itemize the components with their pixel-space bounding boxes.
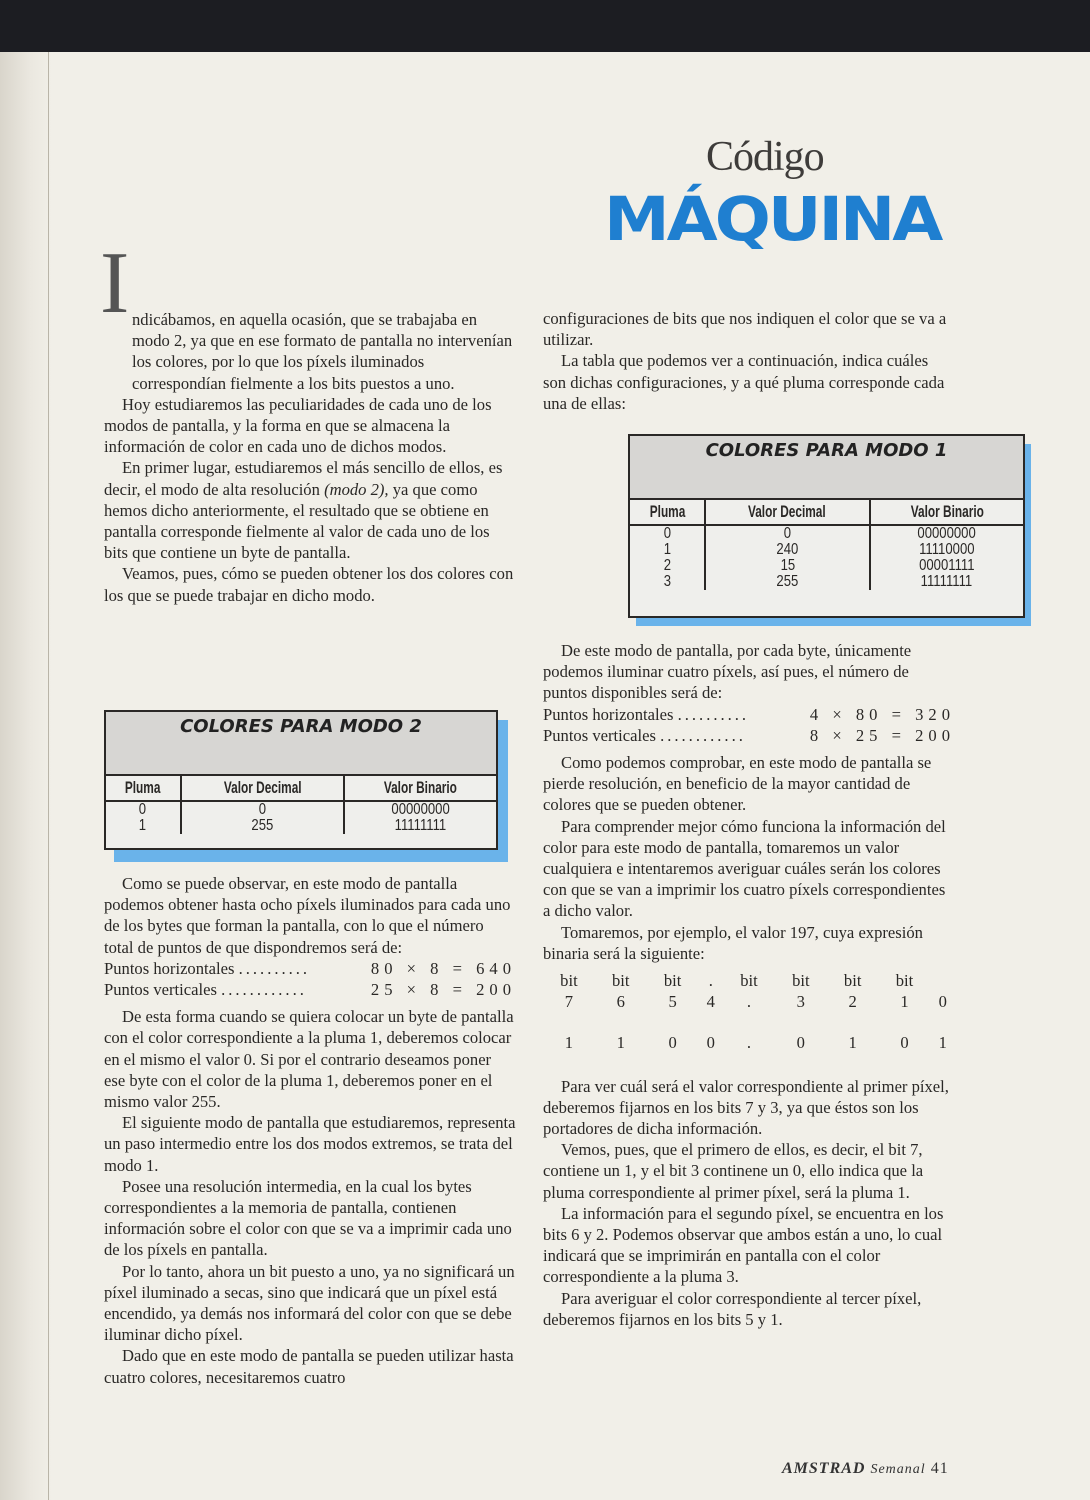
table-header: Valor Binario bbox=[881, 500, 1011, 525]
paragraph: configuraciones de bits que nos indiquen el color que se va a utilizar. bbox=[543, 309, 947, 350]
table-header: Pluma bbox=[112, 776, 176, 801]
section-kicker: Código bbox=[706, 134, 824, 180]
bit-grid-197 bbox=[543, 970, 955, 1054]
bit-label-row: bit bit bit . bit bit bit bit bbox=[560, 971, 914, 991]
magazine-section: Semanal bbox=[870, 1462, 926, 1477]
table-body bbox=[630, 498, 1023, 616]
drop-cap: I bbox=[100, 235, 130, 332]
top-dark-band bbox=[0, 0, 1090, 52]
paragraph: De este modo de pantalla, por cada byte, únicamente podemos iluminar cuatro píxels, así pues, el número de puntos disponibles será de: bbox=[543, 641, 912, 703]
table-row: 2 15 00001111 bbox=[630, 558, 1023, 574]
table-header: Pluma bbox=[636, 500, 700, 525]
paragraph: Veamos, pues, cómo se pueden obtener los dos colores con los que se puede trabajar en dicho modo. bbox=[104, 564, 514, 605]
paragraph: Como podemos comprobar, en este modo de pantalla se pierde resolución, en beneficio de la mayor cantidad de colores que se pueden obtener. bbox=[543, 753, 932, 815]
table-row: 0 0 00000000 bbox=[106, 801, 496, 818]
paragraph: El siguiente modo de pantalla que estudiaremos, representa un paso intermedio entre los dos modos extremos, se trata del modo 1. bbox=[104, 1113, 516, 1175]
points-horizontal: Puntos horizontales .......... 80 × 8 = 640 bbox=[104, 958, 516, 978]
right-column-lower bbox=[543, 640, 955, 1330]
table-header: Valor Decimal bbox=[718, 500, 858, 525]
paragraph: Tomaremos, por ejemplo, el valor 197, cuya expresión binaria será la siguiente: bbox=[543, 922, 923, 963]
table-colores-modo-2 bbox=[104, 710, 498, 850]
table-header: Valor Decimal bbox=[193, 776, 332, 801]
paragraph: De esta forma cuando se quiera colocar un byte de pantalla con el color correspondiente a la pluma 1, deberemos colocar en el mismo el valor 0. Si por el contrario deseamos poner ese byte con el color de la pluma 1, deberemos poner en el mismo valor 255. bbox=[104, 1007, 514, 1112]
table-colores-modo-1 bbox=[628, 434, 1025, 618]
paragraph: Para comprender mejor cómo funciona la información del color para este modo de pantalla, tomaremos un valor cualquiera e intentaremos averiguar cuáles serán los colores con que se van a imprimir los cuatro píxels correspondientes a dicho valor. bbox=[543, 816, 946, 921]
paragraph: Como se puede observar, en este modo de pantalla podemos obtener hasta ocho píxels iluminados para cada uno de los bytes que forman la pantalla, con lo que el número total de puntos de que dispondremos será de: bbox=[104, 874, 511, 957]
table-row: 1 240 11110000 bbox=[630, 542, 1023, 558]
table-body bbox=[106, 774, 496, 848]
left-column bbox=[104, 309, 516, 606]
table-title: COLORES PARA MODO 2 bbox=[180, 716, 422, 737]
table-row: 1 255 11111111 bbox=[106, 818, 496, 834]
page-footer bbox=[782, 1460, 949, 1478]
left-column-lower bbox=[104, 873, 516, 1388]
page-spine-shadow bbox=[0, 52, 52, 1500]
bit-value-row: 1 1 0 0 . 0 1 0 1 bbox=[564, 1033, 947, 1053]
paragraph: Vemos, pues, que el primero de ellos, es decir, el bit 7, contiene un 1, y el bit 3 continene un 0, ello indica que la pluma correspondiente al primer píxel, será la pluma 1. bbox=[543, 1140, 924, 1202]
paragraph: La tabla que podemos ver a continuación, indica cuáles son dichas configuraciones, y a qué pluma corresponde cada una de ellas: bbox=[543, 351, 945, 413]
paragraph: Posee una resolución intermedia, en la cual los bytes correspondientes a la memoria de pantalla, contienen información sobre el color con que se va a imprimir cada uno de los píxels en pantalla. bbox=[104, 1176, 512, 1260]
table-title: COLORES PARA MODO 1 bbox=[705, 440, 948, 461]
paragraph: Hoy estudiaremos las peculiaridades de cada uno de los modos de pantalla, y la forma en que se almacena la información de color en cada uno de dichos modos. bbox=[104, 394, 492, 457]
paragraph-mode2-intro: En primer lugar, estudiaremos el más sencillo de ellos, es decir, el modo de alta resolución (modo 2), ya que como hemos dicho anteriormente, el resultado que se obtiene en pantalla corresponde fielmente al valor de cada uno de los bits que contiene un byte de pantalla. bbox=[104, 458, 503, 563]
bit-number-row: 7 6 5 4 . 3 2 1 0 bbox=[564, 992, 947, 1012]
right-column bbox=[543, 308, 955, 414]
paragraph: La información para el segundo píxel, se encuentra en los bits 6 y 2. Podemos observar que ambos están a uno, lo cual indicará que se imprimirán en pantalla con el color correspondiente a la pluma 3. bbox=[543, 1203, 944, 1287]
points-vertical: Puntos verticales ............ 25 × 8 = 200 bbox=[104, 980, 516, 1000]
paragraph: Para ver cuál será el valor correspondiente al primer píxel, deberemos fijarnos en los bits 7 y 3, ya que éstos son los portadores de dicha información. bbox=[543, 1076, 949, 1139]
paragraph-intro: ndicábamos, en aquella ocasión, que se trabajaba en modo 2, ya que en ese formato de pantalla no intervenían los colores, por lo que los píxels iluminados correspondían fielmente a los bits puestos a uno. bbox=[132, 310, 513, 393]
paragraph: Por lo tanto, ahora un bit puesto a uno, ya no significará un píxel iluminado a secas, sino que indicará que un píxel está encendido, ya demás nos informará del color con que se debe iluminar dicho píxel. bbox=[104, 1261, 515, 1345]
points-horizontal: Puntos horizontales .......... 4 × 80 = 320 bbox=[543, 704, 955, 724]
table-row: 3 255 11111111 bbox=[630, 574, 1023, 590]
page-number: 41 bbox=[930, 1460, 949, 1477]
table-row: 0 0 00000000 bbox=[630, 525, 1023, 542]
section-title: MÁQUINA bbox=[604, 184, 941, 255]
magazine-name: AMSTRAD bbox=[782, 1460, 866, 1477]
points-vertical: Puntos verticales ............ 8 × 25 = 200 bbox=[543, 725, 955, 745]
page-spine-line bbox=[48, 52, 49, 1500]
paragraph: Para averiguar el color correspondiente al tercer píxel, deberemos fijarnos en los bits 5 y 1. bbox=[543, 1288, 922, 1329]
paragraph: Dado que en este modo de pantalla se pueden utilizar hasta cuatro colores, necesitaremos cuatro bbox=[104, 1346, 514, 1387]
table-header: Valor Binario bbox=[355, 776, 484, 801]
